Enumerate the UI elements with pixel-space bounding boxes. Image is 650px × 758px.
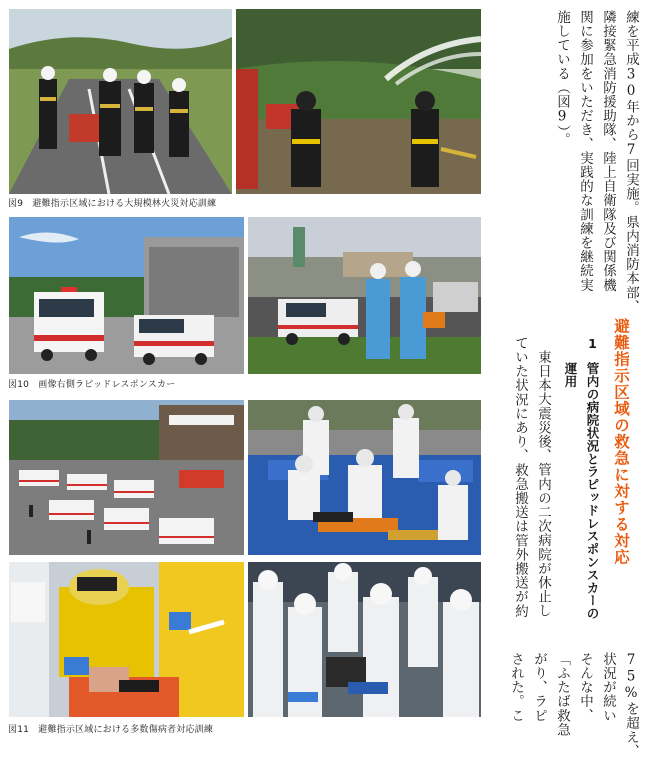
bottom-line-5: がり、ラピ <box>531 652 547 723</box>
bottom-line-4: 「ふたば救急 <box>554 652 570 737</box>
section-title: 避難指示区域の救急に対する対応 <box>612 318 630 566</box>
fig10-caption: 図10 画像右側ラピッドレスポンスカー <box>8 380 176 390</box>
fig11-photo-staging-area <box>9 400 244 555</box>
fig10-photo-rapid-response <box>248 217 481 374</box>
bottom-line-2: 状況が続い <box>600 652 616 723</box>
fig10-photo-ambulances <box>9 217 244 374</box>
fig11-photo-hazmat-crowd <box>248 562 481 717</box>
body-top-line-3: 関に参加をいただき、実践的な訓練を継続実 <box>577 10 593 292</box>
fig11-photo-yellow-suit <box>9 562 244 717</box>
body-top-line-1: 練を平成30年から7回実施。県内消防本部、 <box>623 10 639 314</box>
bottom-line-1: 75%を超え、 <box>623 652 639 758</box>
fig9-photo-hose-team <box>9 9 232 194</box>
body-top-line-4: 施している（図9）。 <box>554 10 570 147</box>
bottom-line-6: された。こ <box>508 652 524 723</box>
body-line-1: 東日本大震災後、管内の二次病院が休止し <box>535 350 551 618</box>
subsection-title-line-1: 管内の病院状況とラピッドレスポンスカーの <box>585 362 600 620</box>
body-line-2: ていた状況にあり、救急搬送は管外搬送が約 <box>512 336 528 618</box>
fig9-caption: 図9 避難指示区域における大規模林火災対応訓練 <box>8 199 217 209</box>
body-top-line-2: 隣接緊急消防援助隊、陸上自衛隊及び関係機 <box>600 10 616 292</box>
fig9-photo-water-spray <box>236 9 481 194</box>
bottom-line-3: そんな中、 <box>577 652 593 723</box>
subsection-title-line-2: 運用 <box>563 362 578 388</box>
fig11-caption: 図11 避難指示区域における多数傷病者対応訓練 <box>8 725 214 735</box>
subsection-number: 1 <box>585 336 600 352</box>
fig11-photo-triage-tarp <box>248 400 481 555</box>
